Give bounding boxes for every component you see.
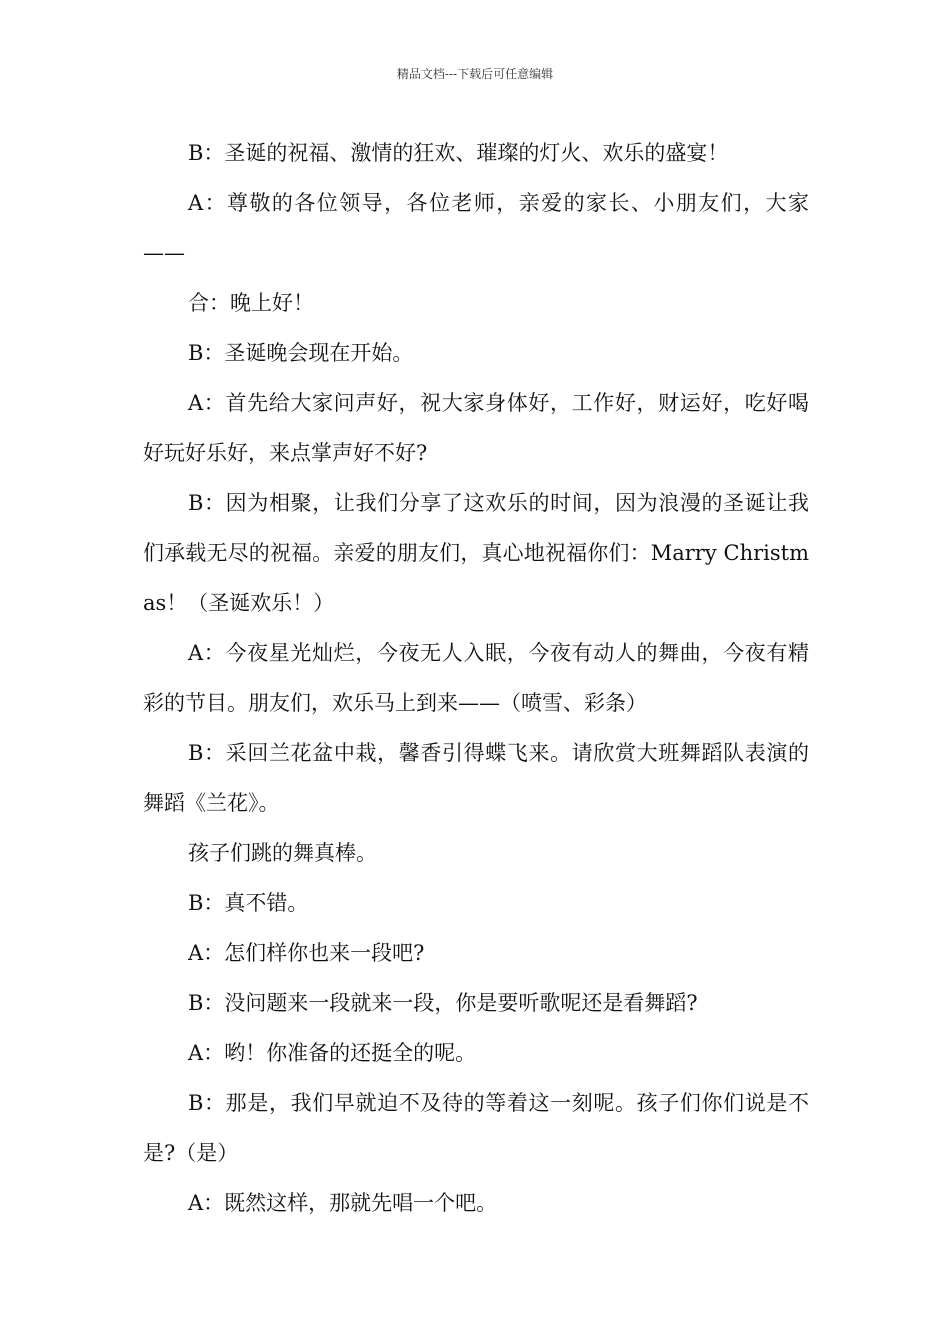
paragraph: A：首先给大家问声好，祝大家身体好，工作好，财运好，吃好喝好玩好乐好，来点掌声好不好? [143,391,809,465]
paragraph: B：没问题来一段就来一段，你是要听歌呢还是看舞蹈? [188,991,698,1015]
paragraph: A：怎们样你也来一段吧? [188,941,425,965]
paragraph: B：因为相聚，让我们分享了这欢乐的时间，因为浪漫的圣诞让我们承载无尽的祝福。亲爱的朋友们，真心地祝福你们：Marry Christmas！（圣诞欢乐！） [143,491,809,615]
paragraph: A：哟！你准备的还挺全的呢。 [188,1041,477,1065]
paragraph: B：那是，我们早就迫不及待的等着这一刻呢。孩子们你们说是不是?（是） [143,1091,809,1165]
paragraph: A：尊敬的各位领导，各位老师，亲爱的家长、小朋友们，大家—— [143,191,809,265]
paragraph: A：既然这样，那就先唱一个吧。 [188,1191,498,1215]
paragraph: 合：晚上好！ [188,291,314,315]
paragraph: B：圣诞的祝福、激情的狂欢、璀璨的灯火、欢乐的盛宴！ [188,141,729,165]
page-header: 精品文档---下载后可任意编辑 [396,67,554,81]
document-body [143,128,809,1228]
paragraph: B：采回兰花盆中栽，馨香引得蝶飞来。请欣赏大班舞蹈队表演的舞蹈《兰花》。 [143,741,809,815]
paragraph: B：圣诞晚会现在开始。 [188,341,414,365]
paragraph: A：今夜星光灿烂，今夜无人入眠，今夜有动人的舞曲，今夜有精彩的节目。朋友们，欢乐马上到来——（喷雪、彩条） [143,641,809,715]
paragraph: 孩子们跳的舞真棒。 [188,841,377,865]
paragraph: B：真不错。 [188,891,309,915]
